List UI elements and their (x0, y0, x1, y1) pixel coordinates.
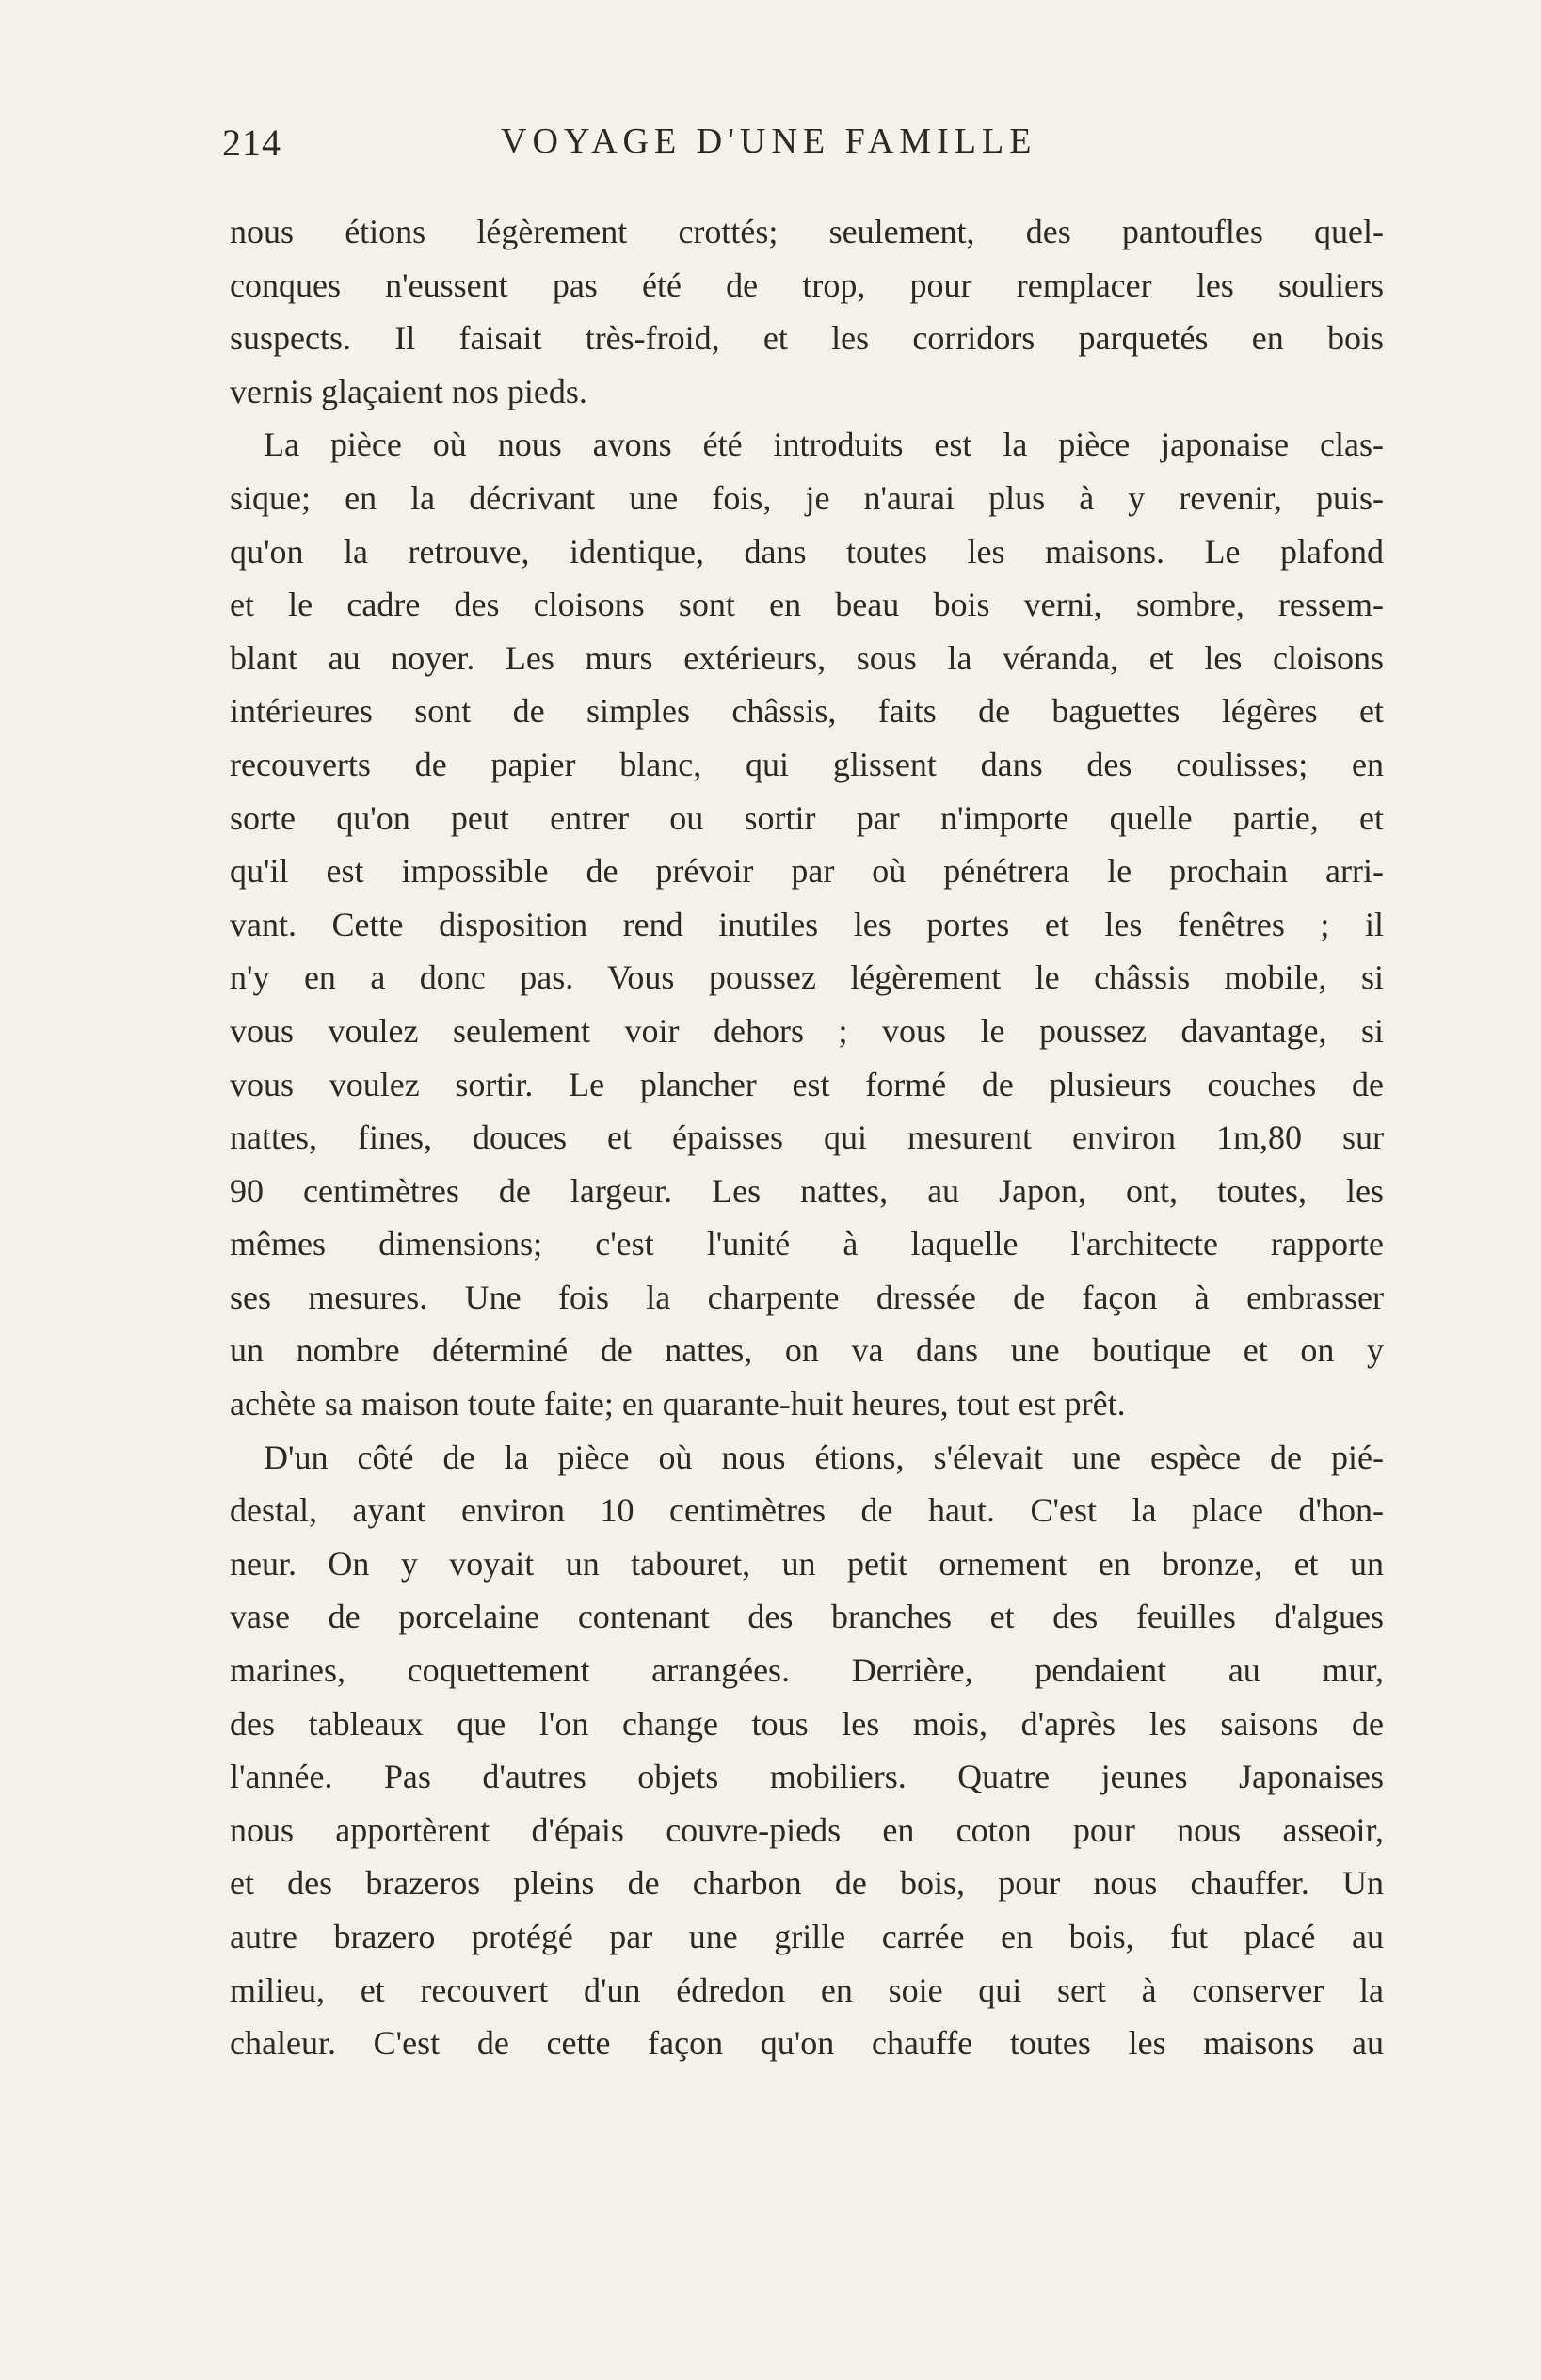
text-line: vous voulez seulement voir dehors ; vous le poussez davantage, si (230, 1011, 1384, 1050)
text-line: vant. Cette disposition rend inutiles les portes et les fenêtres ; il (230, 905, 1384, 943)
text-line: conques n'eussent pas été de trop, pour remplacer les souliers (230, 265, 1384, 304)
text-line: achète sa maison toute faite; en quarante-huit heures, tout est prêt. (230, 1385, 1126, 1423)
text-line: qu'il est impossible de prévoir par où pénétrera le prochain arri- (230, 852, 1384, 891)
text-line: un nombre déterminé de nattes, on va dans une boutique et on y (230, 1331, 1384, 1370)
text-line: autre brazero protégé par une grille carrée en bois, fut placé au (230, 1918, 1384, 1955)
text-line: 90 centimètres de largeur. Les nattes, au Japon, ont, toutes, les (230, 1171, 1384, 1210)
text-line: vase de porcelaine contenant des branches et des feuilles d'algues (230, 1598, 1384, 1636)
running-title: VOYAGE D'UNE FAMILLE (501, 121, 1037, 161)
text-line: n'y en a donc pas. Vous poussez légèrement le châssis mobile, si (230, 958, 1384, 997)
page-number: 214 (222, 121, 281, 164)
text-line: ses mesures. Une fois la charpente dressée de façon à embrasser (230, 1278, 1384, 1316)
text-line: sorte qu'on peut entrer ou sortir par n'importe quelle partie, et (230, 798, 1384, 837)
text-line: milieu, et recouvert d'un édredon en soie qui sert à conserver la (230, 1970, 1384, 2009)
text-line: marines, coquettement arrangées. Derrière, pendaient au mur, (230, 1651, 1384, 1690)
text-line: l'année. Pas d'autres objets mobiliers. Quatre jeunes Japonaises (230, 1758, 1384, 1796)
text-line: recouverts de papier blanc, qui glissent dans des coulisses; en (230, 745, 1384, 783)
text-line: destal, ayant environ 10 centimètres de haut. C'est la place d'hon- (230, 1491, 1384, 1530)
text-line: mêmes dimensions; c'est l'unité à laquelle l'architecte rapporte (230, 1225, 1384, 1263)
body-text (230, 205, 1384, 2070)
text-line: neur. On y voyait un tabouret, un petit ornement en bronze, et un (230, 1544, 1384, 1583)
text-line: D'un côté de la pièce où nous étions, s'élevait une espèce de pié- (264, 1438, 1384, 1476)
text-line: La pièce où nous avons été introduits est la pièce japonaise clas- (264, 426, 1384, 464)
text-line: vernis glaçaient nos pieds. (230, 372, 587, 410)
text-line: sique; en la décrivant une fois, je n'aurai plus à y revenir, puis- (230, 478, 1384, 517)
text-line: chaleur. C'est de cette façon qu'on chauffe toutes les maisons au (230, 2024, 1384, 2063)
text-line: suspects. Il faisait très-froid, et les corridors parquetés en bois (230, 319, 1384, 358)
text-line: blant au noyer. Les murs extérieurs, sous la véranda, et les cloisons (230, 638, 1384, 677)
text-line: vous voulez sortir. Le plancher est formé de plusieurs couches de (230, 1065, 1384, 1103)
text-line: et des brazeros pleins de charbon de bois, pour nous chauffer. Un (230, 1864, 1384, 1903)
text-line: et le cadre des cloisons sont en beau bois verni, sombre, ressem- (230, 586, 1384, 624)
text-line: nous apportèrent d'épais couvre-pieds en coton pour nous asseoir, (230, 1810, 1384, 1849)
text-line: nous étions légèrement crottés; seulement, des pantoufles quel- (230, 213, 1384, 250)
text-line: nattes, fines, douces et épaisses qui mesurent environ 1m,80 sur (230, 1118, 1384, 1157)
text-line: intérieures sont de simples châssis, faits de baguettes légères et (230, 692, 1384, 731)
text-line: des tableaux que l'on change tous les mois, d'après les saisons de (230, 1704, 1384, 1743)
text-line: qu'on la retrouve, identique, dans toutes les maisons. Le plafond (230, 532, 1384, 571)
running-header (222, 121, 1385, 177)
